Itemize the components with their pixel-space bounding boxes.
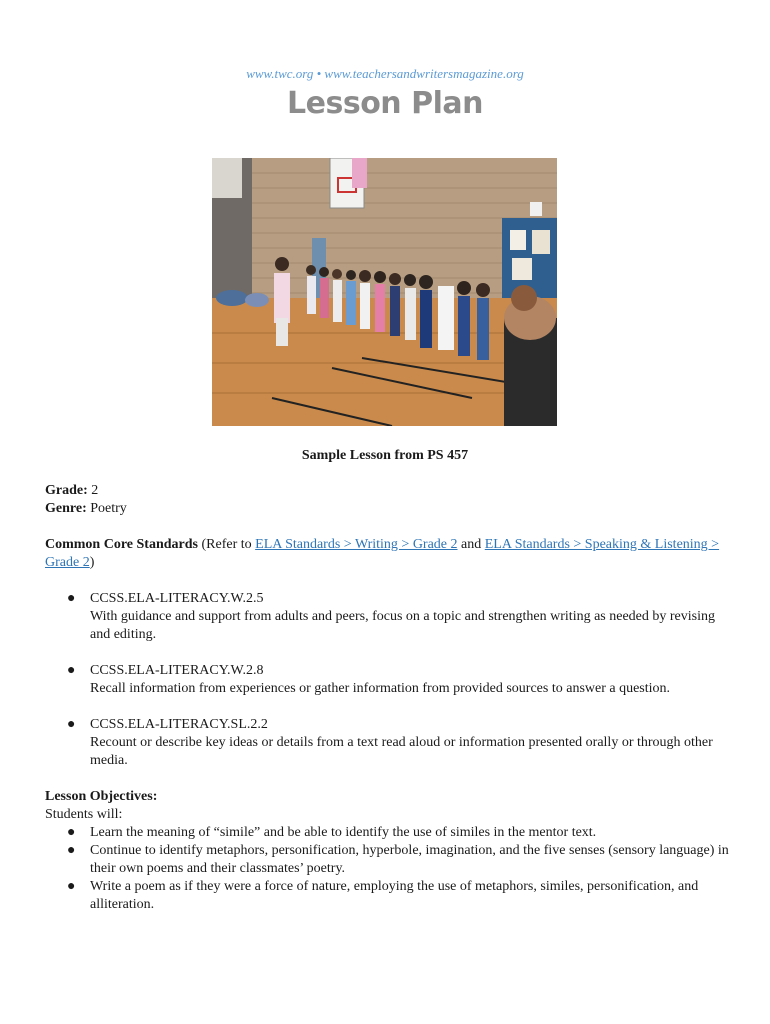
standard-desc: Recall information from experiences or gather information from provided sources to answer a question.: [90, 681, 671, 696]
objectives-heading: Lesson Objectives:: [45, 789, 158, 804]
list-item: [45, 878, 735, 914]
bullet-icon: ●: [67, 663, 76, 678]
standard-code: CCSS.ELA-LITERACY.W.2.8: [90, 663, 264, 678]
photo-caption: Sample Lesson from PS 457: [301, 448, 469, 463]
list-item: [45, 716, 735, 770]
genre-label: Genre:: [45, 501, 87, 516]
bullet-icon: ●: [67, 717, 76, 732]
standard-desc: With guidance and support from adults and peers, focus on a topic and strengthen writing as needed by revising and editing.: [90, 609, 715, 642]
standard-code: CCSS.ELA-LITERACY.W.2.5: [90, 591, 264, 606]
ela-speaking-listening-link[interactable]: ELA Standards > Speaking & Listening > Grade 2: [45, 537, 720, 570]
classroom-photo: [212, 158, 557, 426]
standards-text-after: ): [89, 555, 95, 570]
standards-intro: [45, 536, 735, 572]
lesson-content: [45, 482, 735, 914]
list-item: [45, 662, 735, 698]
bullet-icon: ●: [67, 591, 76, 606]
objectives-intro: Students will:: [45, 807, 123, 822]
grade-line: [45, 482, 735, 500]
objective-text: Learn the meaning of “simile” and be able to identify the use of similes in the mentor text.: [90, 825, 597, 840]
grade-label: Grade:: [45, 483, 88, 498]
list-item: [45, 824, 735, 842]
genre-value: Poetry: [90, 501, 127, 516]
standards-label: Common Core Standards: [45, 537, 198, 552]
list-item: [45, 590, 735, 644]
standard-desc: Recount or describe key ideas or details from a text read aloud or information presented orally or through other media.: [90, 735, 713, 768]
standards-list: [45, 590, 735, 770]
objective-text: Continue to identify metaphors, personification, hyperbole, imagination, and the five senses (sensory language) in their own poems and their classmates’ poetry.: [90, 843, 729, 876]
bullet-icon: ●: [67, 879, 76, 894]
standards-text-before: (Refer to: [201, 537, 252, 552]
standard-code: CCSS.ELA-LITERACY.SL.2.2: [90, 717, 268, 732]
objectives-list: [45, 824, 735, 914]
ela-writing-link[interactable]: ELA Standards > Writing > Grade 2: [255, 537, 458, 552]
genre-line: [45, 500, 735, 518]
bullet-icon: ●: [67, 843, 76, 858]
objective-text: Write a poem as if they were a force of nature, employing the use of metaphors, similes, personification, and alliteration.: [90, 879, 699, 912]
header-links[interactable]: www.twc.org • www.teachersandwritersmagazine.org: [246, 66, 524, 81]
list-item: [45, 842, 735, 878]
standards-text-and: and: [461, 537, 482, 552]
page-title: Lesson Plan: [287, 86, 483, 121]
grade-value: 2: [91, 483, 99, 498]
bullet-icon: ●: [67, 825, 76, 840]
